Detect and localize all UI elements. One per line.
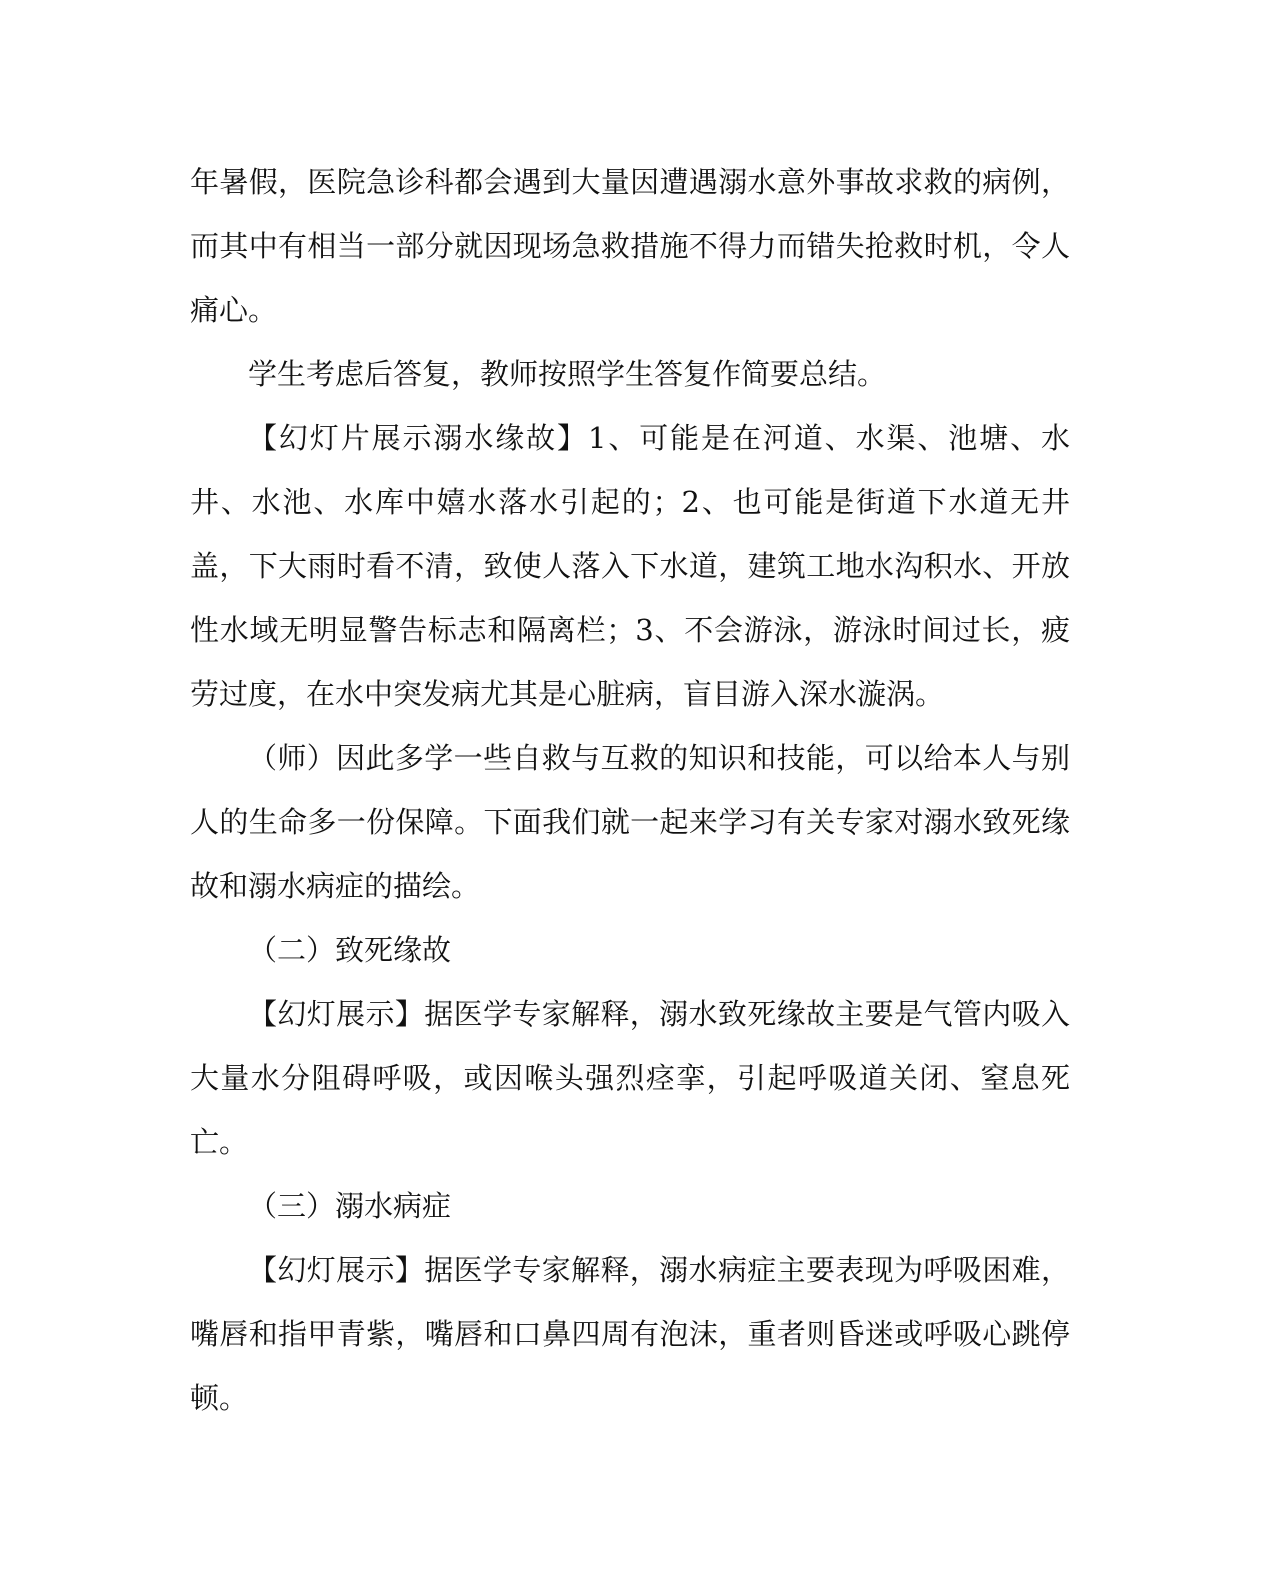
document-body	[190, 150, 1070, 1430]
section-heading-symptoms: （三）溺水病症	[248, 1189, 452, 1223]
paragraph-drowning-causes: 【幻灯片展示溺水缘故】1、可能是在河道、水渠、池塘、水井、水池、水库中嬉水落水引起的；2、也可能是街道下水道无井盖，下大雨时看不清，致使人落入下水道，建筑工地水沟积水、开放性水域无明显警告标志和隔离栏；3、不会游泳，游泳时间过长，疲劳过度，在水中突发病尤其是心脏病，盲目游入深水漩涡。	[190, 421, 1070, 711]
paragraph-symptoms: 【幻灯展示】据医学专家解释，溺水病症主要表现为呼吸困难，嘴唇和指甲青紫，嘴唇和口鼻四周有泡沫，重者则昏迷或呼吸心跳停顿。	[190, 1253, 1070, 1415]
section-heading-cause-of-death: （二）致死缘故	[248, 933, 452, 967]
paragraph-teacher-remark: （师）因此多学一些自救与互救的知识和技能，可以给本人与别人的生命多一份保障。下面我们就一起来学习有关专家对溺水致死缘故和溺水病症的描绘。	[190, 741, 1070, 903]
paragraph-intro-continued: 年暑假，医院急诊科都会遇到大量因遭遇溺水意外事故求救的病例，而其中有相当一部分就因现场急救措施不得力而错失抢救时机，令人痛心。	[190, 165, 1070, 327]
paragraph-cause-of-death: 【幻灯展示】据医学专家解释，溺水致死缘故主要是气管内吸入大量水分阻碍呼吸，或因喉头强烈痉挛，引起呼吸道关闭、窒息死亡。	[190, 997, 1070, 1159]
paragraph-student-answer: 学生考虑后答复，教师按照学生答复作简要总结。	[248, 357, 887, 391]
